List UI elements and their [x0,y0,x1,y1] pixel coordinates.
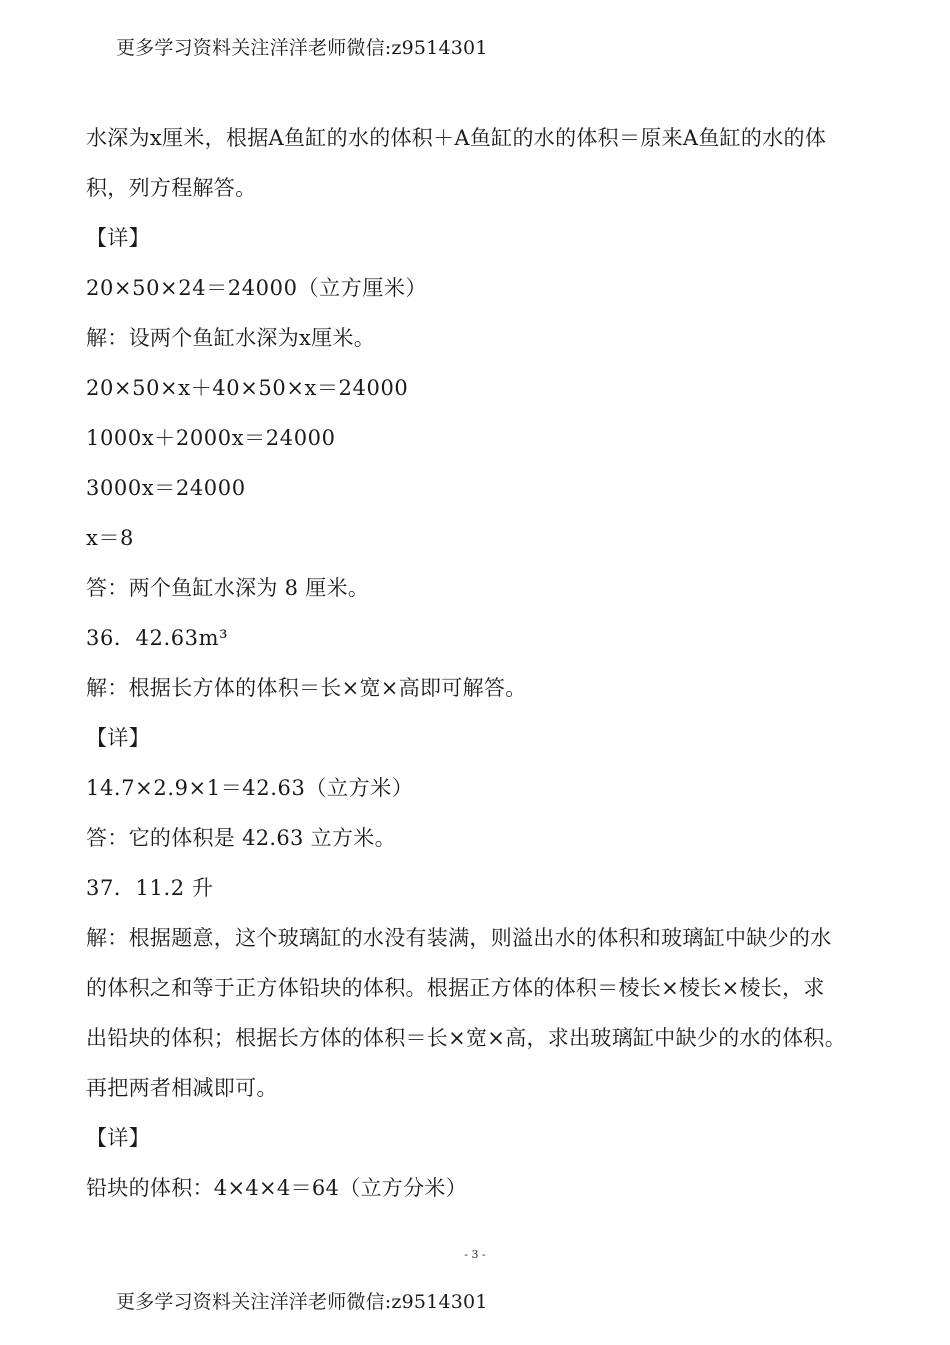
page-header: 更多学习资料关注洋洋老师微信:z9514301 [116,37,488,59]
equation-line: 14.7×2.9×1＝42.63（立方米） [86,776,414,800]
body-line: 出铅块的体积；根据长方体的体积＝长×宽×高，求出玻璃缸中缺少的水的体积。 [86,1026,846,1050]
section-heading: 【详】 [86,1126,150,1150]
equation-line: 1000x＋2000x＝24000 [86,426,336,450]
equation-line: 20×50×x＋40×50×x＝24000 [86,376,409,400]
equation-line: 3000x＝24000 [86,476,246,500]
body-line: 的体积之和等于正方体铅块的体积。根据正方体的体积＝棱长×棱长×棱长，求 [86,976,825,1000]
question-answer-line: 37．11.2 升 [86,876,214,900]
body-line: 解：根据题意，这个玻璃缸的水没有装满，则溢出水的体积和玻璃缸中缺少的水 [86,926,832,950]
body-line: 水深为x厘米，根据A鱼缸的水的体积＋A鱼缸的水的体积＝原来A鱼缸的水的体 [86,126,827,150]
document-body [86,113,876,1213]
equation-line: 铅块的体积：4×4×4＝64（立方分米） [86,1176,467,1200]
answer-line: 答：它的体积是 42.63 立方米。 [86,826,396,850]
section-heading: 【详】 [86,226,150,250]
question-answer-line: 36．42.63m³ [86,626,229,650]
section-heading: 【详】 [86,726,150,750]
answer-line: 答：两个鱼缸水深为 8 厘米。 [86,576,370,600]
page-footer: 更多学习资料关注洋洋老师微信:z9514301 [116,1291,488,1313]
equation-line: x＝8 [86,526,135,550]
equation-line: 20×50×24＝24000（立方厘米） [86,276,428,300]
body-line: 解：根据长方体的体积＝长×宽×高即可解答。 [86,676,527,700]
body-line: 积，列方程解答。 [86,176,257,200]
body-line: 解：设两个鱼缸水深为x厘米。 [86,326,376,350]
body-line: 再把两者相减即可。 [86,1076,278,1100]
page-number: - 3 - [464,1248,486,1261]
